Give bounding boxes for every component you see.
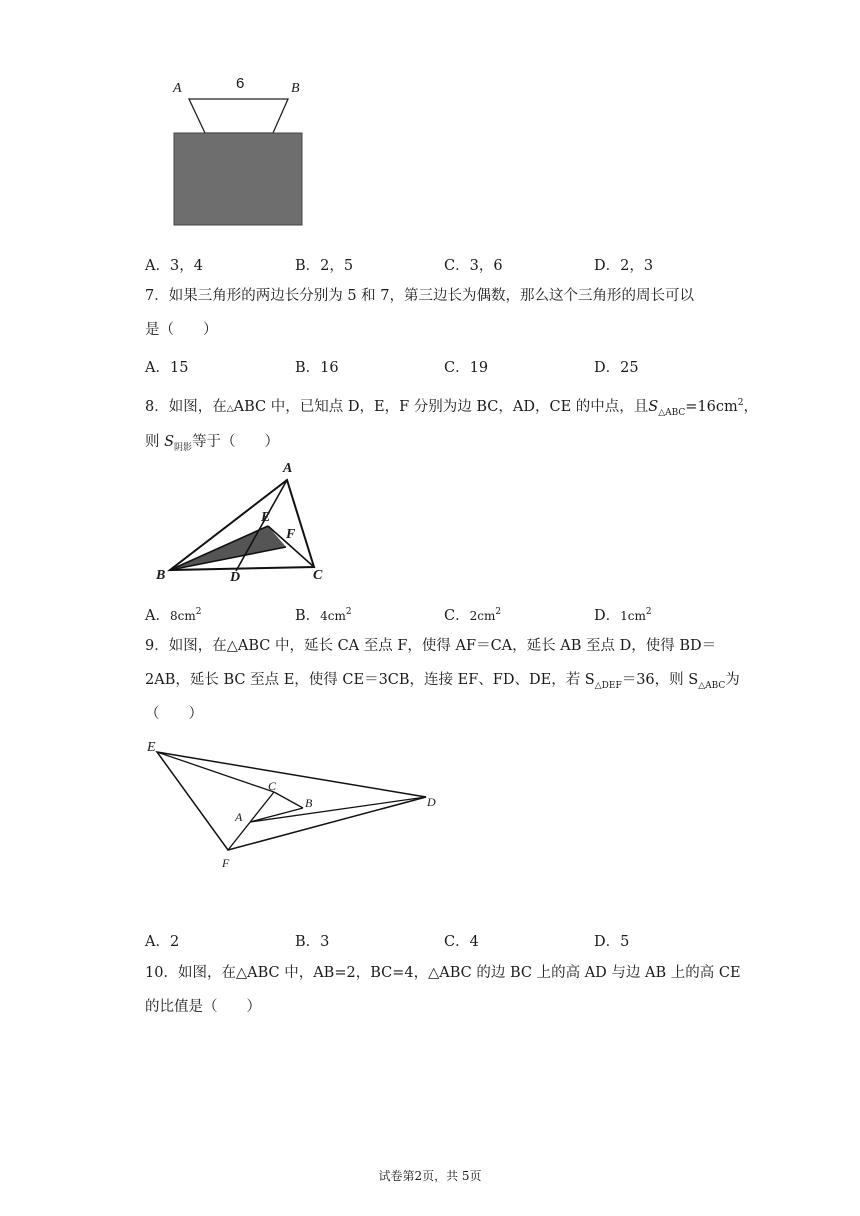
q8-label-b: B [156, 568, 166, 583]
q8-label-f: F [286, 527, 296, 542]
q7-option-a[interactable]: A．15 [145, 360, 189, 376]
q8-option-c[interactable]: C．$2cm^2$ [444, 607, 502, 624]
q6-label-length: 6 [236, 75, 245, 92]
small-triangle-icon: △ [226, 403, 234, 414]
page-footer: 试卷第2页，共 5页 [378, 1169, 482, 1183]
q9-label-d: D [427, 795, 436, 809]
q6-option-a[interactable]: A．3，4 [145, 258, 203, 274]
q6-label-a: A [173, 81, 182, 96]
q9-stem-line2: 2AB，延长 BC 至点 E，使得 CE＝3CB，连接 EF、FD、DE，若 $S_{\triangle DEF}=36$，则 $S_{\triangle ABC}$为 [145, 672, 740, 691]
q8-stem-line2: 则 $S_{阴影}$等于（ ） [145, 434, 280, 453]
q8-stem-line1: 8．如图，在△ABC 中，已知点 D，E，F 分别为边 BC，AD，CE 的中点，且$S_{\triangle ABC}=16cm^2$， [145, 398, 759, 418]
q6-figure [165, 72, 315, 232]
q7-option-b[interactable]: B．16 [295, 360, 339, 376]
q7-stem-line2: 是（ ） [145, 322, 218, 338]
q9-label-a: A [235, 810, 243, 824]
q9-stem-line3: （ ） [145, 706, 203, 722]
q7-option-d[interactable]: D．25 [594, 360, 639, 376]
q8-label-d: D [230, 570, 241, 585]
q9-option-b[interactable]: B．3 [295, 934, 330, 950]
q8-option-b[interactable]: B．$4cm^2$ [295, 607, 352, 624]
q10-stem-line1: 10．如图，在△ABC 中，AB=2，BC=4，△ABC 的边 BC 上的高 AD 与边 AB 上的高 CE [145, 965, 741, 981]
q7-stem-line1: 7．如果三角形的两边长分别为 5 和 7，第三边长为偶数，那么这个三角形的周长可以 [145, 288, 695, 304]
q10-stem-line2: 的比值是（ ） [145, 999, 261, 1015]
q9-label-e: E [147, 740, 156, 755]
q9-label-f: F [222, 856, 230, 870]
q9-stem-line1: 9．如图，在△ABC 中，延长 CA 至点 F，使得 AF＝CA，延长 AB 至点 D，使得 BD＝ [145, 638, 717, 654]
q8-option-d[interactable]: D．$1cm^2$ [594, 607, 652, 624]
q8-label-c: C [313, 568, 323, 583]
q6-option-b[interactable]: B．2，5 [295, 258, 354, 274]
q9-option-a[interactable]: A．2 [145, 934, 180, 950]
q6-label-b: B [291, 81, 300, 96]
q9-option-c[interactable]: C．4 [444, 934, 479, 950]
q7-option-c[interactable]: C．19 [444, 360, 489, 376]
q9-figure [140, 735, 450, 875]
q9-label-b: B [305, 796, 313, 810]
q8-label-e: E [261, 510, 271, 525]
q6-option-d[interactable]: D．2，3 [594, 258, 654, 274]
q9-option-d[interactable]: D．5 [594, 934, 630, 950]
area-formula: $S_{\triangle ABC}=16cm^2$ [648, 398, 744, 418]
q8-figure [150, 460, 340, 590]
q9-label-c: C [268, 779, 277, 793]
q8-label-a: A [283, 461, 293, 476]
q8-option-a[interactable]: A．$8cm^2$ [145, 607, 202, 624]
q6-option-c[interactable]: C．3，6 [444, 258, 503, 274]
